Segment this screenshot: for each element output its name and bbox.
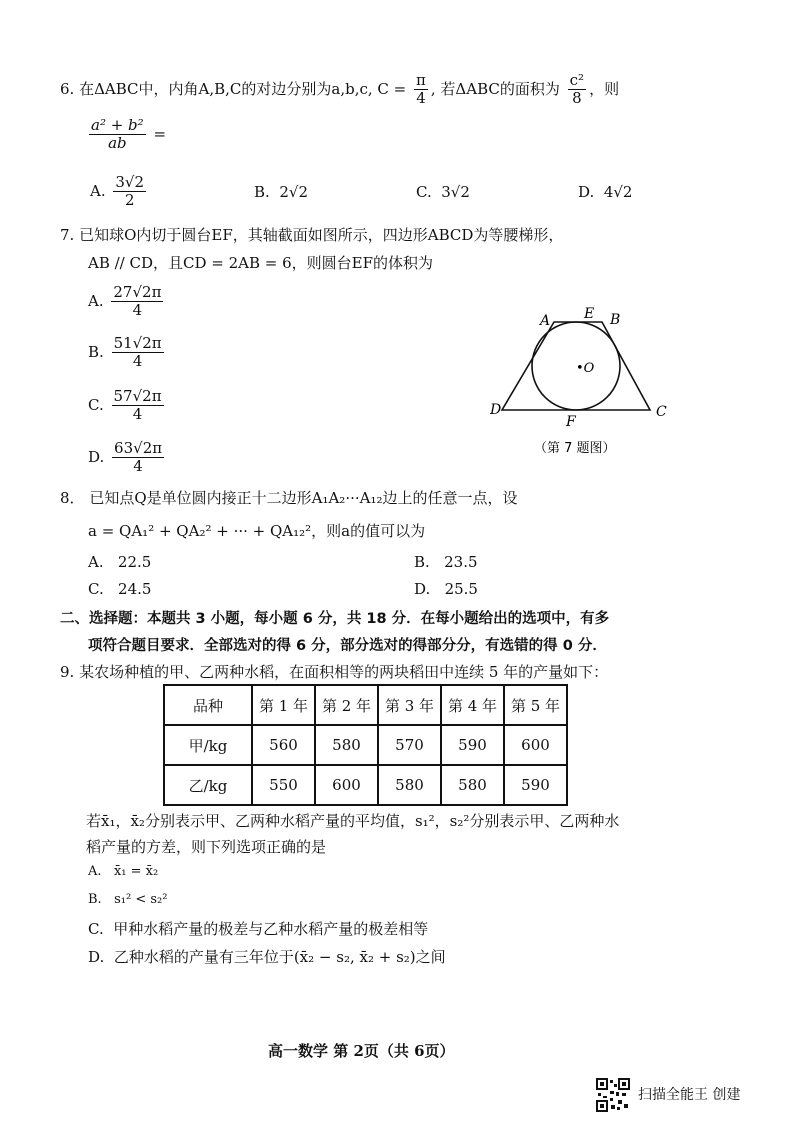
- option-fraction: $\frac{63√2\pi}{4}$: [114, 439, 163, 476]
- table-header: 品种: [164, 685, 252, 725]
- q7-option-a[interactable]: A. $\frac{27√2\pi}{4}$: [88, 283, 162, 320]
- q8-stem-line1: 8． 已知点Q是单位圆内接正十二边形A₁A₂···A₁₂边上的任意一点，设: [60, 489, 518, 507]
- table-cell: 580: [441, 765, 504, 805]
- table-cell: 570: [378, 725, 441, 765]
- q9-option-b[interactable]: B. s₁² < s₂²: [88, 892, 168, 907]
- option-fraction: $\frac{27√2\pi}{4}$: [113, 283, 162, 320]
- q6-option-b[interactable]: B. 2√2: [254, 183, 308, 201]
- q6-text-c: ，则: [589, 79, 620, 98]
- q8-option-a[interactable]: A. 22.5: [88, 553, 152, 571]
- q7-option-b[interactable]: B. $\frac{51√2\pi}{4}$: [88, 334, 162, 371]
- table-header-row: [164, 685, 567, 725]
- table-cell: 560: [252, 725, 315, 765]
- q9-intro: 9. 某农场种植的甲、乙两种水稻，在面积相等的两块稻田中连续 5 年的产量如下：: [60, 663, 609, 681]
- table-cell: 600: [315, 765, 378, 805]
- q9-after-line1: 若x̄₁，x̄₂分别表示甲、乙两种水稻产量的平均值，s₁²，s₂²分别表示甲、乙两种水: [86, 812, 620, 830]
- q6-option-a[interactable]: [90, 174, 149, 210]
- table-cell: 580: [315, 725, 378, 765]
- q8-option-c[interactable]: C. 24.5: [88, 580, 152, 598]
- table-cell: 600: [504, 725, 567, 765]
- q9-after-line2: 稻产量的方差，则下列选项正确的是: [86, 838, 327, 856]
- label-f: F: [566, 414, 576, 430]
- q9-option-d[interactable]: D. 乙种水稻的产量有三年位于(x̄₂ − s₂, x̄₂ + s₂)之间: [88, 948, 446, 966]
- q6-expression: [86, 117, 166, 153]
- expr-fraction: $\frac{\text{a² + b²}}{ab}$: [91, 116, 144, 153]
- q6-text-a: 在ΔABC中，内角A,B,C的对边分别为a,b,c, C =: [79, 79, 407, 98]
- table-header: 第 4 年: [441, 685, 504, 725]
- figure-caption: （第 7 题图）: [534, 441, 616, 456]
- q9-number: 9.: [60, 663, 75, 681]
- q6-option-d[interactable]: D. 4√2: [578, 183, 633, 201]
- q6-text-b: , 若ΔABC的面积为: [430, 79, 560, 98]
- angle-c-fraction: $\frac{\pi}{4}$: [416, 71, 426, 108]
- label-d: D: [490, 402, 502, 418]
- table-cell: 590: [504, 765, 567, 805]
- q7-number: 7.: [60, 226, 75, 244]
- page-footer: 高一数学 第 2页（共 6页）: [268, 1042, 455, 1060]
- option-fraction: $\frac{3√2}{2}$: [115, 173, 145, 210]
- section-2-line1: 二、选择题：本题共 3 小题，每小题 6 分，共 18 分．在每小题给出的选项中，有多: [60, 611, 610, 627]
- q7-option-c[interactable]: C. $\frac{57√2\pi}{4}$: [88, 387, 162, 424]
- label-c: C: [656, 404, 667, 420]
- area-fraction: $\frac{\text{c²}}{8}$: [569, 71, 585, 108]
- q8-option-d[interactable]: D. 25.5: [414, 580, 478, 598]
- table-header: 第 3 年: [378, 685, 441, 725]
- table-cell: 甲/kg: [164, 725, 252, 765]
- section-2-line2: 项符合题目要求．全部选对的得 6 分，部分选对的得部分分，有选错的得 0 分．: [88, 638, 607, 654]
- q7-option-d[interactable]: D. $\frac{63√2\pi}{4}$: [88, 439, 163, 476]
- q6-option-c[interactable]: C. 3√2: [416, 183, 470, 201]
- q7-stem-line2: AB // CD，且CD = 2AB = 6，则圆台EF的体积为: [88, 254, 434, 272]
- table-row: [164, 765, 567, 805]
- q8-option-b[interactable]: B. 23.5: [414, 553, 478, 571]
- trapezoid-figure: [480, 300, 680, 460]
- label-a: A: [540, 313, 551, 329]
- table-cell: 580: [378, 765, 441, 805]
- q6-stem: [60, 72, 619, 108]
- q6-number: 6.: [60, 79, 75, 98]
- q9-option-c[interactable]: C. 甲种水稻产量的极差与乙种水稻产量的极差相等: [88, 920, 429, 938]
- q9-option-a[interactable]: A. x̄₁ = x̄₂: [88, 864, 159, 879]
- option-label: A.: [90, 181, 106, 200]
- table-row: [164, 725, 567, 765]
- table-cell: 550: [252, 765, 315, 805]
- option-fraction: $\frac{51√2\pi}{4}$: [113, 334, 162, 371]
- q8-stem-line2: a = QA₁² + QA₂² + ··· + QA₁₂²，则a的值可以为: [88, 522, 426, 540]
- table-cell: 乙/kg: [164, 765, 252, 805]
- label-b: B: [610, 312, 621, 328]
- label-e: E: [584, 306, 595, 322]
- table-header: 第 5 年: [504, 685, 567, 725]
- q8-number: 8．: [60, 489, 85, 507]
- yield-table: [163, 684, 568, 806]
- qr-code-icon: [596, 1078, 630, 1112]
- watermark-text: 扫描全能王 创建: [638, 1087, 741, 1103]
- table-cell: 590: [441, 725, 504, 765]
- label-o: •O: [576, 361, 595, 376]
- table-header: 第 2 年: [315, 685, 378, 725]
- q7-stem-line1: 7. 已知球O内切于圆台EF，其轴截面如图所示，四边形ABCD为等腰梯形，: [60, 226, 564, 244]
- table-header: 第 1 年: [252, 685, 315, 725]
- option-fraction: $\frac{57√2\pi}{4}$: [113, 387, 162, 424]
- expr-equals: =: [153, 124, 167, 143]
